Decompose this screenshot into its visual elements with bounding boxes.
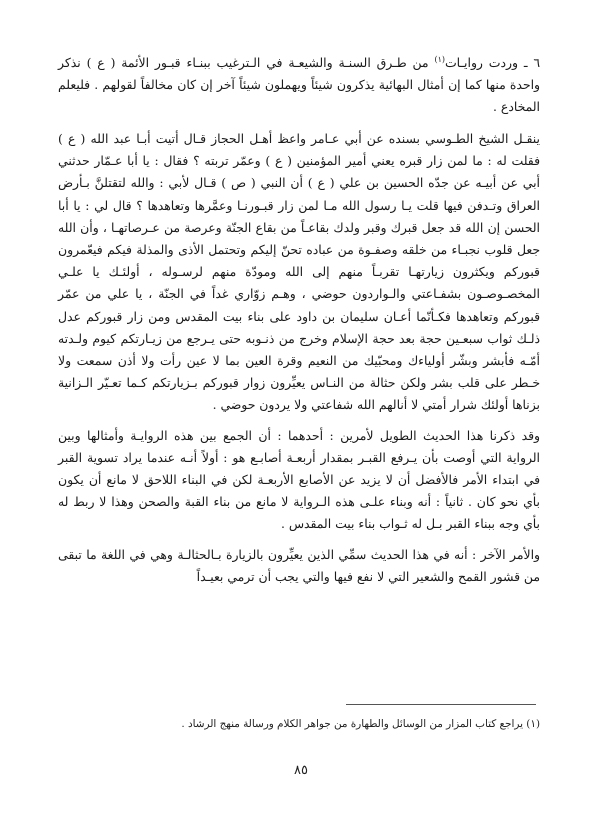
footnote: (١) يراجع كتاب المزار من الوسائل والطهارة من جواهر الكلام ورسالة منهج الرشاد . xyxy=(181,718,540,730)
main-text xyxy=(58,52,540,588)
paragraph-3: وقد ذكرنا هذا الحديث الطويل لأمرين : أحدهما : أن الجمع بين هذه الروايـة وأمثالها وبين الرواية التي أوصت بأن يـرفع القبـر بمقدار أربعـة أصابـع هو : أولاً أنـه عندما يراد تسوية القبر في ابتداء الأمر فالأفضل أن لا يزيد عن الأصابع الأربعـة لكن في البناء اللاحق لا مانع أن يكون بأي نحو كان . ثانياً : أنه وبناء علـى هذه الـرواية لا مانع من بناء القبة والصحن وهذا لا ربط له بأي وجه ببناء القبر بـل له ثـواب بناء بيت المقدس . xyxy=(58,427,540,532)
footnote-divider xyxy=(346,704,536,705)
page-number: ٨٥ xyxy=(294,763,308,778)
paragraph-1-lead: ٦ ـ وردت روايـات xyxy=(444,55,540,70)
footnote-ref[interactable]: (١) xyxy=(434,54,445,64)
paragraph-1-text: من طـرق السنـة والشيعـة في الـترغيب ببنـاء قبـور الأئمة ( ع ) نذكر واحدة منها كما إن أمثال البهائية يذكرون شيئاً ويهملون شيئاً آخر إن كان مخالفاً لقولهم . فليعلم المخادع . xyxy=(58,55,540,115)
paragraph-4: والأمر الآخر : أنه في هذا الحديث سمِّي الذين يعيِّرون بالزيارة بـالحثالـة وهي في اللغة ما تبقى من قشور القمح والشعير التي لا نفع فيها والتي يجب أن ترمي بعيـداً xyxy=(58,546,540,584)
paragraph-1 xyxy=(58,52,540,118)
paragraph-2: ينقـل الشيخ الطـوسي بسنده عن أبي عـامر واعظ أهـل الحجاز قـال أتيت أبـا عبد الله ( ع ) فقلت له : ما لمن زار قبره يعني أمير المؤمنين ( ع ) وعمّر تربته ؟ فقال : يا أبا عـمّار حدثني أبي عن أبيـه عن جدّه الحسين بن علي ( ع ) أن النبي ( ص ) قـال لأبي : والله لتقتلنَّ بـأرض العراق وتـدفن فيها قلت يـا رسول الله مـا لمن زار قبـورنـا وعمَّرها وتعاهدها ؟ قال لي : يا أبا الحسن إن الله قد جعل قبرك وقبر ولدك بقاعـاً من بقاع الجنّة وعرصة من عـرصاتهـا ، وأن الله جعل قلوب نجبـاء من خلقه وصفـوة من عباده تحنّ إليكم وتحتمل الأذى والمذلة فيكم فيعّمرون قبوركم ويكثرون زيارتهـا تقربـاً منهم إلى الله ومودّة منهم لرسـوله ، أولئـك يا علـي المخصـوصـون بشفـاعتي والـواردون حوضي ، وهـم زوّاري غداً في الجنّة ، يا علي من عمّر قبوركم وتعاهدها فكـأنّما أعـان سليمان بن داود على بناء بيت المقدس ومن زار قبوركم عدل ذلـك ثواب سبعـين حجة بعد حجة الإسلام وخرج من ذنـوبه حتى يـرجع من زيـارتكم كيوم ولـدته أمّـه فأبشر وبشّر أولياءك ومحبّيك من النعيم وقرة العين بما لا عين رأت ولا أذن سمعت ولا خـطر على قلب بشر ولكن حثالة من النـاس يعيِّرون زوار قبوركم بـزيارتكم كـما تعـيّر الـزانية بزناها أولئك شرار أمتي لا أنالهم الله شفاعتي ولا يردون حوضي . xyxy=(58,131,540,413)
